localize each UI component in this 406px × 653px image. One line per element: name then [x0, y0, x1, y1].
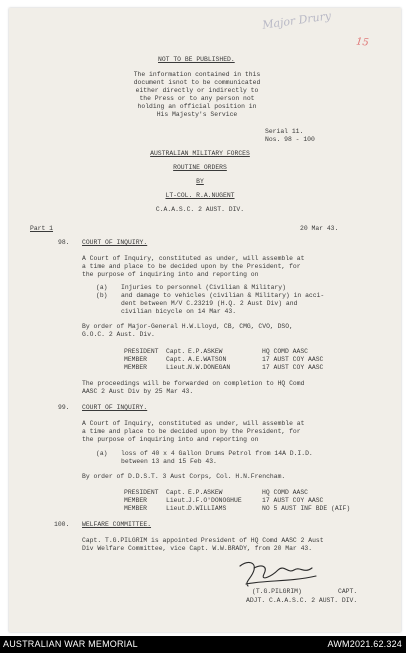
member-rank: Lieut.: [166, 497, 190, 504]
forces-heading: AUSTRALIAN MILITARY FORCES: [150, 150, 250, 157]
item-text: the purpose of inquiring into and reporting on: [82, 271, 259, 278]
part-date: 20 Mar 43.: [300, 225, 339, 232]
part-label: Part 1: [30, 225, 54, 232]
subitem-text: dent between M/V C.23219 (H.Q. 2 Aust Div) and: [121, 300, 298, 307]
notice-line: the Press or to any person not: [139, 95, 255, 102]
closing-text: The proceedings will be forwarded on completion to HQ Comd: [82, 380, 305, 387]
notice-line: either directly or indirectly to: [135, 87, 259, 94]
subitem-text: civilian bicycle on 14 Mar 43.: [121, 308, 237, 315]
member-unit: 17 AUST COY AASC: [262, 497, 324, 504]
member-role: PRESIDENT: [124, 348, 159, 355]
notice-line: The information contained in this: [133, 71, 261, 78]
item-text: the purpose of inquiring into and reporting on: [82, 436, 259, 443]
authority-text: By order of Major-General H.W.Lloyd, CB, CMG, CVO, DSO,: [82, 323, 293, 330]
footer-institution: AUSTRALIAN WAR MEMORIAL: [3, 639, 138, 649]
signature-appointment: ADJT. C.A.A.S.C. 2 AUST. DIV.: [246, 597, 358, 604]
officer-heading: LT-COL. R.A.NUGENT: [165, 192, 235, 199]
member-unit: 17 AUST COY AASC: [262, 364, 324, 371]
serial-number: Serial 11.: [265, 128, 304, 135]
subitem-text: between 13 and 15 Feb 43.: [121, 458, 217, 465]
member-name: A.E.WATSON: [188, 356, 227, 363]
footer-accession: AWM2021.62.324: [327, 639, 402, 649]
member-role: PRESIDENT: [124, 489, 159, 496]
orders-heading: ROUTINE ORDERS: [173, 164, 227, 171]
member-rank: Capt.: [166, 348, 186, 355]
item-text: A Court of Inquiry, constituted as under, will assemble at: [82, 420, 305, 427]
member-rank: Lieut.: [166, 364, 190, 371]
item-title: WELFARE COMMITTEE.: [82, 521, 152, 528]
member-role: MEMBER: [124, 356, 148, 363]
member-name: J.F.O'DONOGHUE: [188, 497, 242, 504]
footer-bar: [0, 636, 406, 653]
member-unit: HQ COMD AASC: [262, 348, 309, 355]
member-unit: HQ COMD AASC: [262, 489, 309, 496]
item-text: Div Welfare Committee, vice Capt. W.W.BRADY, from 20 Mar 43.: [82, 545, 313, 552]
member-name: N.W.DONEGAN: [188, 364, 231, 371]
serial-range: Nos. 98 - 100: [265, 136, 315, 143]
handwritten-mark: 15: [355, 36, 370, 49]
member-role: MEMBER: [124, 497, 148, 504]
item-number: 100.: [54, 521, 70, 528]
member-name: E.P.ASKEW: [188, 348, 223, 355]
handwritten-note: Major Drury: [261, 9, 332, 32]
item-text: A Court of Inquiry, constituted as under, will assemble at: [82, 255, 305, 262]
subitem-letter: (b): [96, 292, 108, 299]
by-heading: BY: [196, 178, 204, 185]
member-role: MEMBER: [124, 364, 148, 371]
unit-heading: C.A.A.S.C. 2 AUST. DIV.: [155, 206, 245, 213]
notice-heading: NOT TO BE PUBLISHED.: [158, 56, 235, 63]
member-rank: Capt.: [166, 356, 186, 363]
item-number: 98.: [58, 239, 70, 246]
item-title: COURT OF INQUIRY.: [82, 404, 148, 411]
member-unit: 17 AUST COY AASC: [262, 356, 324, 363]
closing-text: AASC 2 Aust Div by 25 Mar 43.: [82, 388, 194, 395]
signature-name: (T.G.PILGRIM): [252, 588, 302, 595]
subitem-text: Injuries to personnel (Civilian & Military): [121, 284, 286, 291]
notice-line: document isnot to be communicated: [133, 79, 261, 86]
item-title: COURT OF INQUIRY.: [82, 239, 148, 246]
item-text: a time and place to be decided upon by the President, for: [82, 263, 301, 270]
member-name: E.P.ASKEW: [188, 489, 223, 496]
authority-text: By order of D.D.S.T. 3 Aust Corps, Col. H.N.Frencham.: [82, 473, 286, 480]
signature-scrawl: [232, 556, 322, 592]
subitem-letter: (a): [96, 284, 108, 291]
item-text: a time and place to be decided upon by the President, for: [82, 428, 301, 435]
item-number: 99.: [58, 404, 70, 411]
member-name: D.WILLIAMS: [188, 505, 227, 512]
subitem-text: and damage to vehicles (civilian & Military) in acci-: [121, 292, 325, 299]
notice-line: holding an official position in: [137, 103, 257, 110]
subitem-letter: (a): [96, 450, 108, 457]
member-rank: Lieut.: [166, 505, 190, 512]
item-text: Capt. T.G.PILGRIM is appointed President of HQ Comd AASC 2 Aust: [82, 537, 324, 544]
authority-text: G.O.C. 2 Aust. Div.: [82, 331, 155, 338]
signature-rank: CAPT.: [338, 588, 358, 595]
member-rank: Capt.: [166, 489, 186, 496]
member-unit: NO 5 AUST INF BDE (AIF): [262, 505, 351, 512]
member-role: MEMBER: [124, 505, 148, 512]
subitem-text: loss of 40 x 4 Gallon Drums Petrol from 14A D.I.D.: [121, 450, 313, 457]
notice-line: His Majesty's Service: [156, 111, 238, 118]
